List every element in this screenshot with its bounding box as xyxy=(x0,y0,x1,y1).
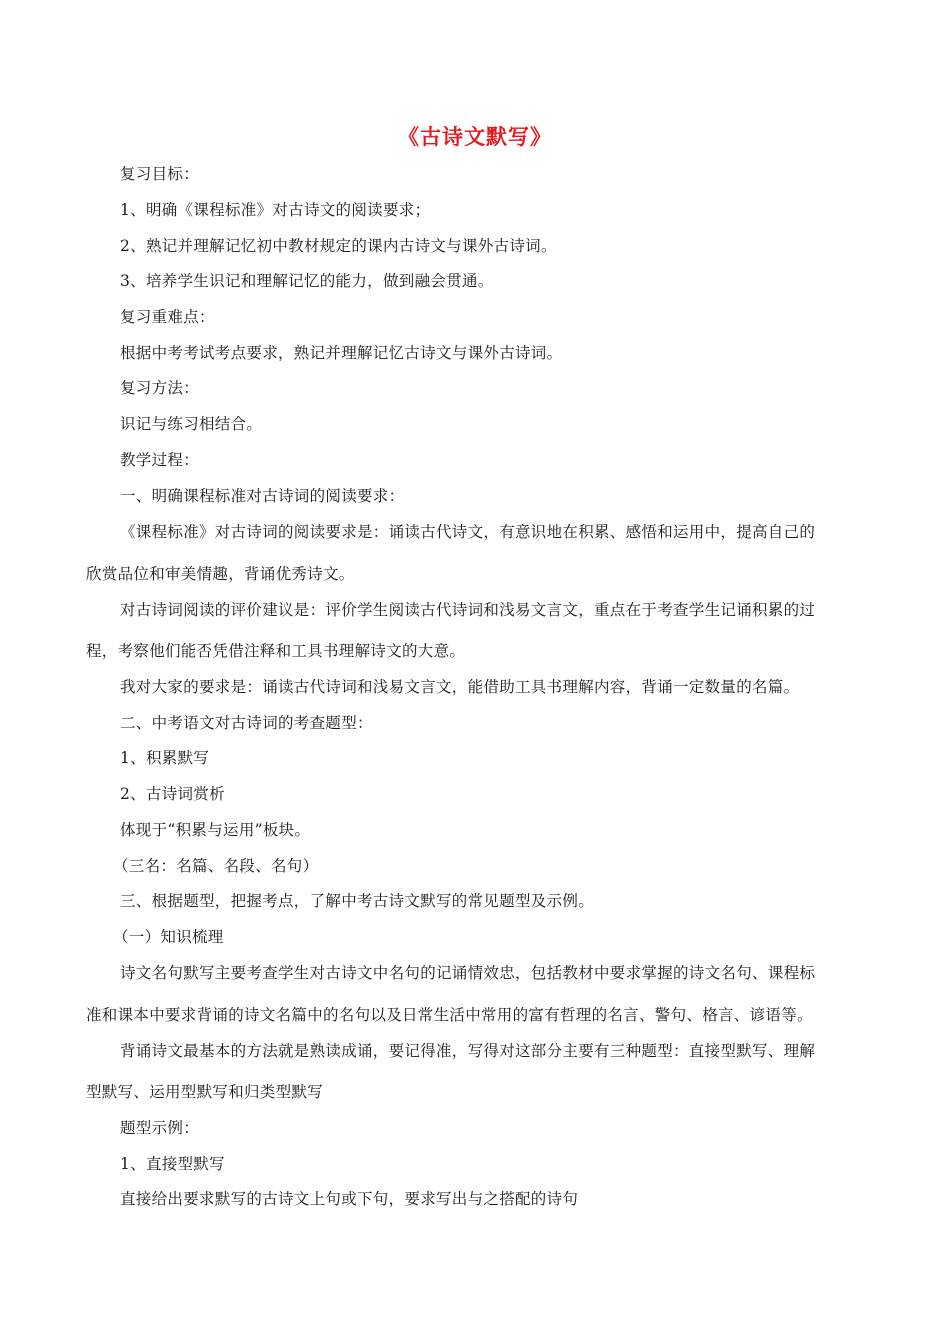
text-line: 体现于“积累与运用”板块。 xyxy=(120,821,311,839)
document-title: 《古诗文默写》 xyxy=(398,124,552,149)
text-line: 程，考察他们能否凭借注释和工具书理解诗文的大意。 xyxy=(86,642,466,660)
text-line: 复习目标： xyxy=(120,165,200,183)
text-line: 复习方法： xyxy=(120,379,200,397)
text-line: （一）知识梳理 xyxy=(113,928,224,946)
text-line: 《课程标准》对古诗词的阅读要求是：诵读古代诗文，有意识地在积累、感悟和运用中，提高自己的 xyxy=(120,523,816,541)
text-line: 2、熟记并理解记忆初中教材规定的课内古诗文与课外古诗词。 xyxy=(120,237,557,255)
text-line: 1、直接型默写 xyxy=(120,1155,225,1173)
text-line: 一、明确课程标准对古诗词的阅读要求： xyxy=(120,487,405,505)
text-line: 题型示例： xyxy=(120,1119,200,1137)
text-line: 1、明确《课程标准》对古诗文的阅读要求； xyxy=(120,201,431,219)
text-line: 我对大家的要求是：诵读古代诗词和浅易文言文，能借助工具书理解内容，背诵一定数量的名篇。 xyxy=(120,678,800,696)
text-line: 复习重难点： xyxy=(120,308,215,326)
text-line: （三名：名篇、名段、名句） xyxy=(113,857,319,875)
text-line: 准和课本中要求背诵的诗文名篇中的名句以及日常生活中常用的富有哲理的名言、警句、格言、谚语等。 xyxy=(86,1006,813,1024)
text-line: 型默写、运用型默写和归类型默写 xyxy=(86,1083,324,1101)
text-line: 根据中考考试考点要求，熟记并理解记忆古诗文与课外古诗词。 xyxy=(120,344,563,362)
text-line: 欣赏品位和审美情趣，背诵优秀诗文。 xyxy=(86,565,355,583)
text-line: 二、中考语文对古诗词的考查题型： xyxy=(120,714,373,732)
text-line: 2、古诗词赏析 xyxy=(120,785,225,803)
text-line: 对古诗词阅读的评价建议是：评价学生阅读古代诗词和浅易文言文，重点在于考查学生记诵积累的过 xyxy=(120,601,816,619)
text-line: 3、培养学生识记和理解记忆的能力，做到融会贯通。 xyxy=(120,272,494,290)
text-line: 1、积累默写 xyxy=(120,749,210,767)
text-line: 识记与练习相结合。 xyxy=(120,415,263,433)
text-line: 背诵诗文最基本的方法就是熟读成诵，要记得准，写得对这部分主要有三种题型：直接型默写、理解 xyxy=(120,1042,816,1060)
text-line: 三、根据题型，把握考点，了解中考古诗文默写的常见题型及示例。 xyxy=(120,892,595,910)
text-line: 教学过程： xyxy=(120,451,200,469)
text-line: 直接给出要求默写的古诗文上句或下句，要求写出与之搭配的诗句 xyxy=(120,1190,579,1208)
text-line: 诗文名句默写主要考查学生对古诗文中名句的记诵情效忠，包括教材中要求掌握的诗文名句、课程标 xyxy=(120,964,816,982)
